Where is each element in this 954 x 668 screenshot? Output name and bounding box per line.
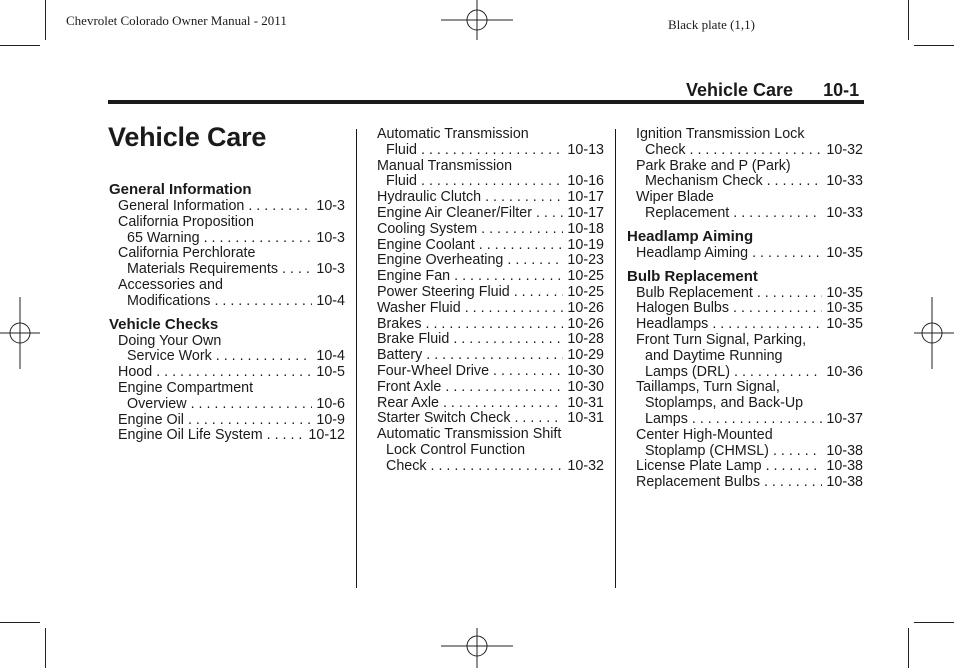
toc-entry[interactable]: Hood . . . 10-5	[109, 365, 345, 381]
page-number: 10-1	[823, 80, 860, 100]
toc-entry[interactable]: Engine Air Cleaner/Filter . . . 10-17	[377, 206, 604, 222]
toc-entry[interactable]: Check . . . 10-32	[377, 459, 604, 475]
toc-entry[interactable]: Engine Fan . . . 10-25	[377, 269, 604, 285]
toc-entry-line[interactable]: Automatic Transmission	[377, 126, 529, 142]
toc-entry[interactable]: Halogen Bulbs . . . 10-35	[627, 301, 863, 317]
registration-mark-bottom	[441, 628, 513, 668]
toc-entry[interactable]: 65 Warning . . . 10-3	[109, 231, 345, 247]
toc-entry-line[interactable]: California Perchlorate	[118, 245, 256, 262]
toc-entry[interactable]: Brake Fluid . . . 10-28	[377, 332, 604, 348]
toc-entry-line[interactable]: Lock Control Function	[386, 441, 526, 458]
toc-entry-line[interactable]: Stoplamps, and Back-Up	[645, 395, 804, 412]
toc-entry[interactable]: Lamps . . . 10-37	[627, 412, 863, 428]
toc-entry-line[interactable]: and Daytime Running	[645, 347, 783, 364]
toc-entry[interactable]: Bulb Replacement . . . 10-35	[627, 286, 863, 302]
toc-entry[interactable]: Mechanism Check . . . 10-33	[627, 174, 863, 190]
toc-entry[interactable]: Check . . . 10-32	[627, 143, 863, 159]
plate-label: Black plate (1,1)	[668, 17, 755, 32]
toc-entry-line[interactable]: Front Turn Signal, Parking,	[636, 331, 807, 348]
crop-mark-top-right-h	[914, 45, 954, 46]
toc-entry[interactable]: Front Axle . . . 10-30	[377, 380, 604, 396]
crop-mark-top-right-v	[908, 0, 909, 40]
crop-mark-bottom-left-h	[0, 622, 40, 623]
header-rule	[108, 100, 864, 104]
toc-entry[interactable]: License Plate Lamp . . . 10-38	[627, 459, 863, 475]
toc-entry[interactable]: Engine Oil Life System . . . 10-12	[109, 428, 345, 444]
column-divider-1	[356, 129, 357, 588]
toc-entry-line[interactable]: Center High-Mounted	[636, 426, 773, 443]
section-header	[686, 80, 859, 101]
toc-entry[interactable]: Modifications . . . 10-4	[109, 294, 345, 310]
toc-entry[interactable]: Engine Coolant . . . 10-19	[377, 238, 604, 254]
toc-column-1	[109, 181, 345, 444]
crop-mark-top-left-v	[45, 0, 46, 40]
toc-heading-bulb-replacement: Bulb Replacement	[627, 267, 758, 285]
toc-entry-line[interactable]: Ignition Transmission Lock	[636, 126, 805, 142]
toc-entry[interactable]: Starter Switch Check . . . 10-31	[377, 411, 604, 427]
toc-heading-headlamp-aiming: Headlamp Aiming	[627, 227, 754, 245]
manual-title: Chevrolet Colorado Owner Manual - 2011	[66, 13, 287, 28]
page-title: Vehicle Care	[108, 122, 267, 152]
toc-column-2	[377, 127, 604, 475]
toc-entry-line[interactable]: Automatic Transmission Shift	[377, 426, 562, 443]
toc-entry[interactable]: Engine Oil . . . 10-9	[109, 413, 345, 429]
toc-entry[interactable]: Headlamp Aiming . . . 10-35	[627, 246, 863, 262]
toc-entry[interactable]: Service Work . . . 10-4	[109, 349, 345, 365]
toc-entry[interactable]: Four-Wheel Drive . . . 10-30	[377, 364, 604, 380]
registration-mark-top	[441, 0, 513, 40]
toc-entry[interactable]: Replacement Bulbs . . . 10-38	[627, 475, 863, 491]
toc-entry-line[interactable]: Park Brake and P (Park)	[636, 157, 791, 174]
toc-entry[interactable]: Brakes . . . 10-26	[377, 317, 604, 333]
toc-entry[interactable]: Overview . . . 10-6	[109, 397, 345, 413]
column-divider-2	[615, 129, 616, 588]
registration-mark-left	[0, 297, 40, 369]
toc-entry[interactable]: Replacement . . . 10-33	[627, 206, 863, 222]
toc-entry[interactable]: Power Steering Fluid . . . 10-25	[377, 285, 604, 301]
toc-entry[interactable]: Battery . . . 10-29	[377, 348, 604, 364]
toc-entry[interactable]: Hydraulic Clutch . . . 10-17	[377, 190, 604, 206]
toc-entry[interactable]: Cooling System . . . 10-18	[377, 222, 604, 238]
registration-mark-right	[914, 297, 954, 369]
toc-entry-line[interactable]: Wiper Blade	[636, 189, 714, 206]
toc-heading-vehicle-checks: Vehicle Checks	[109, 315, 219, 333]
toc-entry-line[interactable]: Engine Compartment	[118, 379, 254, 396]
crop-mark-bottom-left-v	[45, 628, 46, 668]
toc-entry[interactable]: Materials Requirements . . . 10-3	[109, 262, 345, 278]
toc-entry[interactable]: Headlamps . . . 10-35	[627, 317, 863, 333]
crop-mark-top-left-h	[0, 45, 40, 46]
toc-entry[interactable]: General Information . . . 10-3	[109, 199, 345, 215]
toc-entry-line[interactable]: Taillamps, Turn Signal,	[636, 379, 780, 396]
section-name: Vehicle Care	[686, 80, 794, 100]
toc-column-3	[627, 127, 863, 491]
toc-entry-line[interactable]: Accessories and	[118, 276, 223, 293]
toc-entry[interactable]: Lamps (DRL) . . . 10-36	[627, 365, 863, 381]
crop-mark-bottom-right-h	[914, 622, 954, 623]
toc-entry[interactable]: Rear Axle . . . 10-31	[377, 396, 604, 412]
toc-entry-line[interactable]: Doing Your Own	[118, 332, 222, 349]
crop-mark-bottom-right-v	[908, 628, 909, 668]
toc-entry[interactable]: Fluid . . . 10-13	[377, 143, 604, 159]
toc-entry[interactable]: Washer Fluid . . . 10-26	[377, 301, 604, 317]
toc-entry-line[interactable]: Manual Transmission	[377, 157, 513, 174]
toc-entry[interactable]: Fluid . . . 10-16	[377, 174, 604, 190]
toc-entry[interactable]: Engine Overheating . . . 10-23	[377, 253, 604, 269]
toc-entry-line[interactable]: California Proposition	[118, 213, 254, 230]
toc-heading-general-information: General Information	[109, 181, 252, 198]
toc-entry[interactable]: Stoplamp (CHMSL) . . . 10-38	[627, 444, 863, 460]
